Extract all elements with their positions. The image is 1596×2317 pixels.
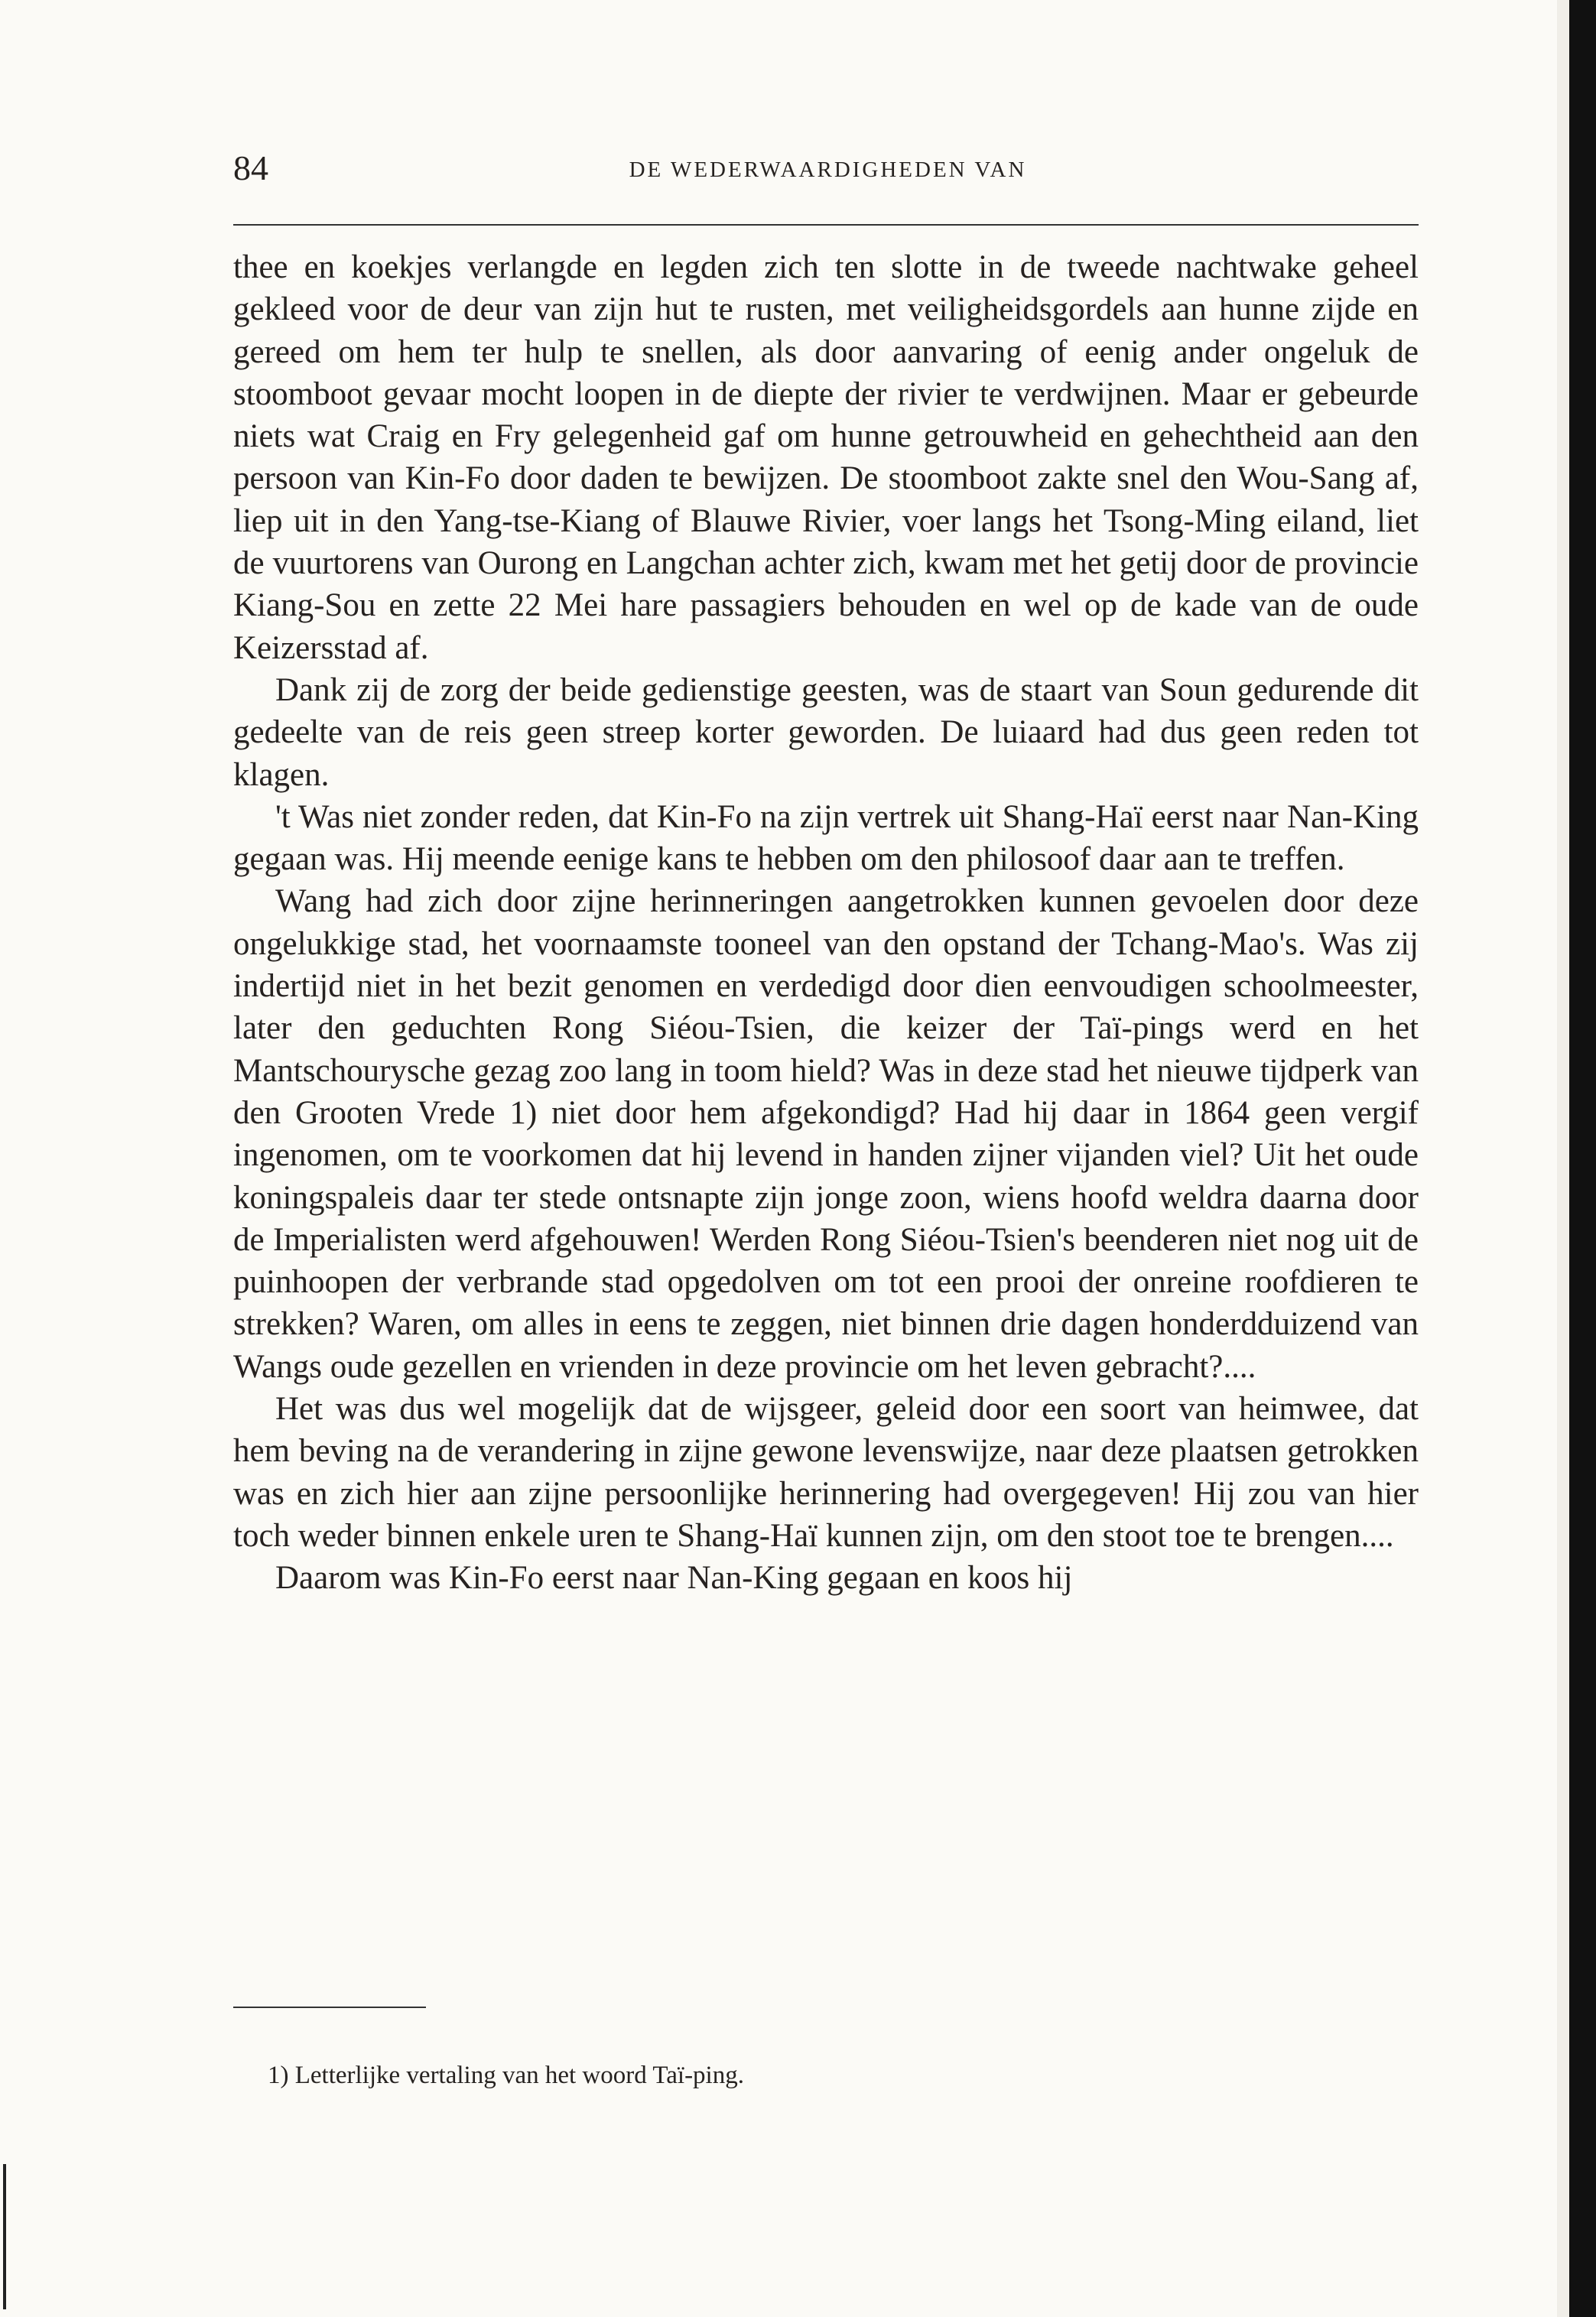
page-number: 84 xyxy=(233,148,268,187)
paragraph-1: thee en koekjes verlangde en legden zich ten slotte in de tweede nachtwake geheel gekleed voor de deur van zijn hut te rusten, met veiligheidsgordels aan hunne zijde en gereed om hem ter hulp te snellen, als door aanvaring of eenig ander ongeluk de stoomboot gevaar mocht loopen in de diepte der rivier te verdwijnen. Maar er gebeurde niets wat Craig en Fry gelegenheid gaf om hunne getrouwheid en gehechtheid aan den persoon van Kin-Fo door daden te bewijzen. De stoomboot zakte snel den Wou-Sang af, liep uit in den Yang-tse-Kiang of Blauwe Rivier, voer langs het Tsong-Ming eiland, liet de vuurtorens van Ourong en Langchan achter zich, kwam met het getij door de provincie Kiang-Sou en zette 22 Mei hare passagiers behouden en wel op de kade van de oude Keizersstad af. xyxy=(233,249,1419,666)
text-body xyxy=(233,246,1419,1600)
binding-edge xyxy=(1569,0,1596,2317)
scan-edge-mark xyxy=(3,2164,6,2309)
paragraph-5: Het was dus wel mogelijk dat de wijsgeer, geleid door een soort van heimwee, dat hem beving na de verandering in zijne gewone levenswijze, naar deze plaatsen getrokken was en zich hier aan zijne persoonlijke herinnering had overgegeven! Hij zou van hier toch weder binnen enkele uren te Shang-Haï kunnen zijn, om den stoot toe te brengen.... xyxy=(233,1391,1419,1554)
paragraph-2: Dank zij de zorg der beide gedienstige geesten, was de staart van Soun gedurende dit gedeelte van de reis geen streep korter geworden. De luiaard had dus geen reden tot klagen. xyxy=(233,671,1419,793)
footnote-rule xyxy=(233,2007,426,2008)
footnote: 1) Letterlijke vertaling van het woord Taï-ping. xyxy=(268,2062,744,2089)
paragraph-4: Wang had zich door zijne herinneringen aangetrokken kunnen gevoelen door deze ongelukkige stad, het voornaamste tooneel van den opstand der Tchang-Mao's. Was zij indertijd niet in het bezit genomen en verdedigd door dien eenvoudigen schoolmeester, later den geduchten Rong Siéou-Tsien, die keizer der Taï-pings werd en het Mantschourysche gezag zoo lang in toom hield? Was in deze stad het nieuwe tijdperk van den Grooten Vrede 1) niet door hem afgekondigd? Had hij daar in 1864 geen vergif ingenomen, om te voorkomen dat hij levend in handen zijner vijanden viel? Uit het oude koningspaleis daar ter stede ontsnapte zijn jonge zoon, wiens hoofd weldra daarna door de Imperialisten werd afgehouwen! Werden Rong Siéou-Tsien's beenderen niet nog uit de puinhoopen der verbrande stad opgedolven om tot een prooi der onreine roofdieren te strekken? Waren, om alles in eens te zeggen, niet binnen drie dagen honderdduizend van Wangs oude gezellen en vrienden in deze provincie om het leven gebracht?.... xyxy=(233,883,1419,1385)
binding-edge-gap xyxy=(1557,0,1569,2317)
header-rule xyxy=(233,224,1419,226)
paragraph-3: 't Was niet zonder reden, dat Kin-Fo na zijn vertrek uit Shang-Haï eerst naar Nan-King gegaan was. Hij meende eenige kans te hebben om den philosoof daar aan te treffen. xyxy=(233,798,1419,878)
running-title: DE WEDERWAARDIGHEDEN VAN xyxy=(629,158,1027,182)
paragraph-6: Daarom was Kin-Fo eerst naar Nan-King gegaan en koos hij xyxy=(275,1560,1073,1597)
page-header xyxy=(233,145,1422,191)
